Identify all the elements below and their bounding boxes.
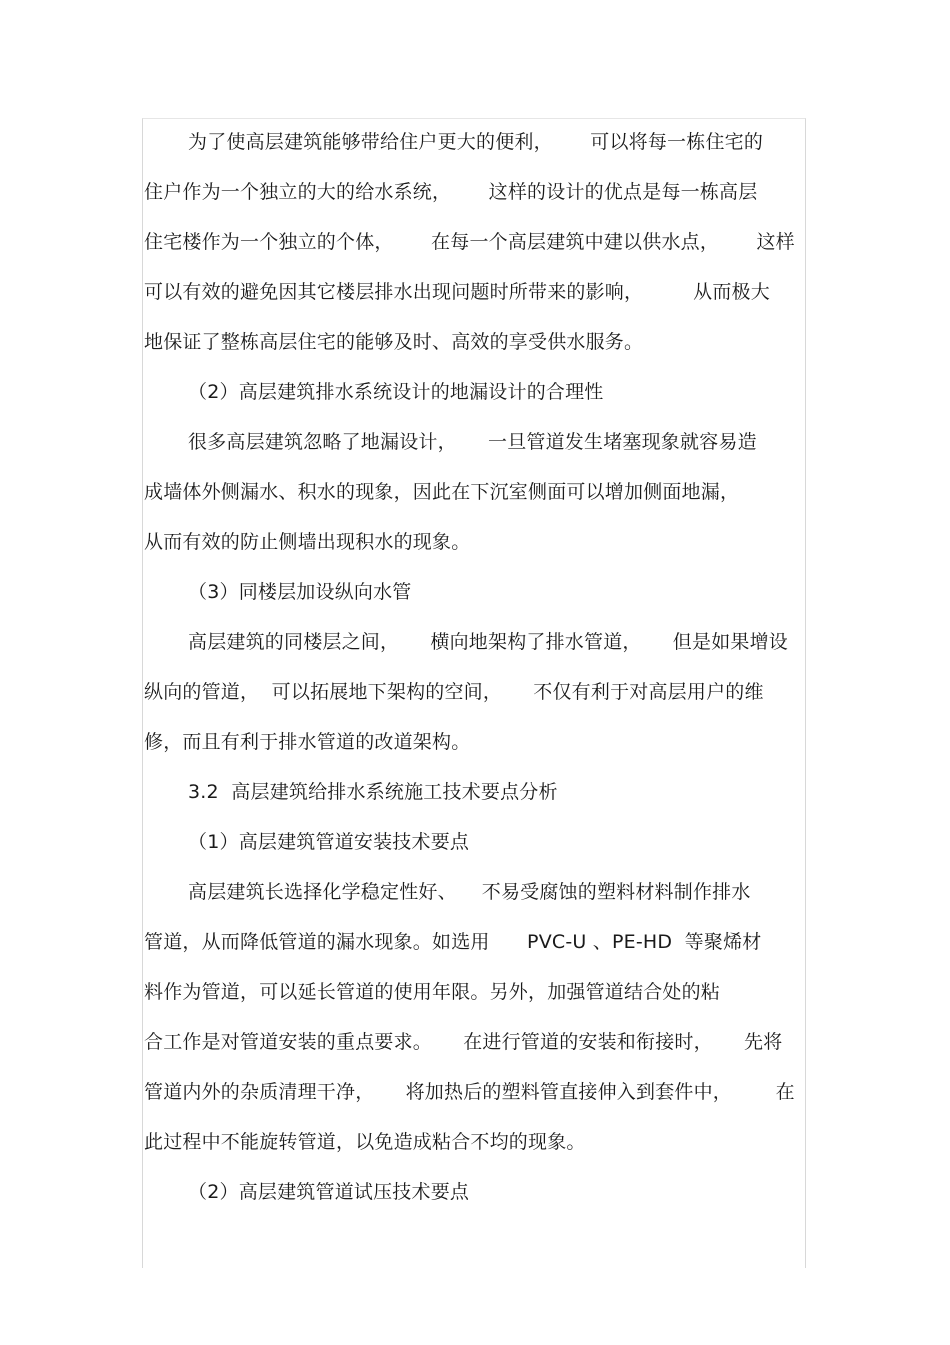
paragraph-line: 很多高层建筑忽略了地漏设计， 一旦管道发生堵塞现象就容易造 <box>188 431 757 453</box>
section-heading: （2）高层建筑管道试压技术要点 <box>188 1181 470 1203</box>
paragraph-line: 修，而且有利于排水管道的改道架构。 <box>144 731 471 753</box>
paragraph-line: 合工作是对管道安装的重点要求。 在进行管道的安装和衔接时， 先将 <box>144 1031 783 1053</box>
paragraph-line: 为了使高层建筑能够带给住户更大的便利， 可以将每一栋住宅的 <box>188 131 764 153</box>
section-heading: 3.2 高层建筑给排水系统施工技术要点分析 <box>188 781 558 803</box>
paragraph-line: 管道内外的杂质清理干净， 将加热后的塑料管直接伸入到套件中， 在 <box>144 1081 795 1103</box>
section-heading: （2）高层建筑排水系统设计的地漏设计的合理性 <box>188 381 604 403</box>
paragraph-line: 管道，从而降低管道的漏水现象。如选用 PVC-U 、PE-HD 等聚烯材 <box>144 931 762 953</box>
paragraph-line: 高层建筑长选择化学稳定性好、 不易受腐蚀的塑料材料制作排水 <box>188 881 751 903</box>
document-body <box>144 121 806 1221</box>
paragraph-line: 此过程中不能旋转管道，以免造成粘合不均的现象。 <box>144 1131 586 1153</box>
paragraph-line: 纵向的管道， 可以拓展地下架构的空间， 不仅有利于对高层用户的维 <box>144 681 764 703</box>
paragraph-line: 住户作为一个独立的大的给水系统， 这样的设计的优点是每一栋高层 <box>144 181 758 203</box>
section-heading: （3）同楼层加设纵向水管 <box>188 581 412 603</box>
paragraph-line: 可以有效的避免因其它楼层排水出现问题时所带来的影响， 从而极大 <box>144 281 770 303</box>
paragraph-line: 住宅楼作为一个独立的个体， 在每一个高层建筑中建以供水点， 这样 <box>144 231 795 253</box>
paragraph-line: 料作为管道，可以延长管道的使用年限。另外，加强管道结合处的粘 <box>144 981 721 1003</box>
paragraph-line: 高层建筑的同楼层之间， 横向地架构了排水管道， 但是如果增设 <box>188 631 788 653</box>
paragraph-line: 成墙体外侧漏水、积水的现象，因此在下沉室侧面可以增加侧面地漏， <box>144 481 740 503</box>
section-heading: （1）高层建筑管道安装技术要点 <box>188 831 470 853</box>
paragraph-line: 从而有效的防止侧墙出现积水的现象。 <box>144 531 471 553</box>
paragraph-line: 地保证了整栋高层住宅的能够及时、高效的享受供水服务。 <box>144 331 644 353</box>
